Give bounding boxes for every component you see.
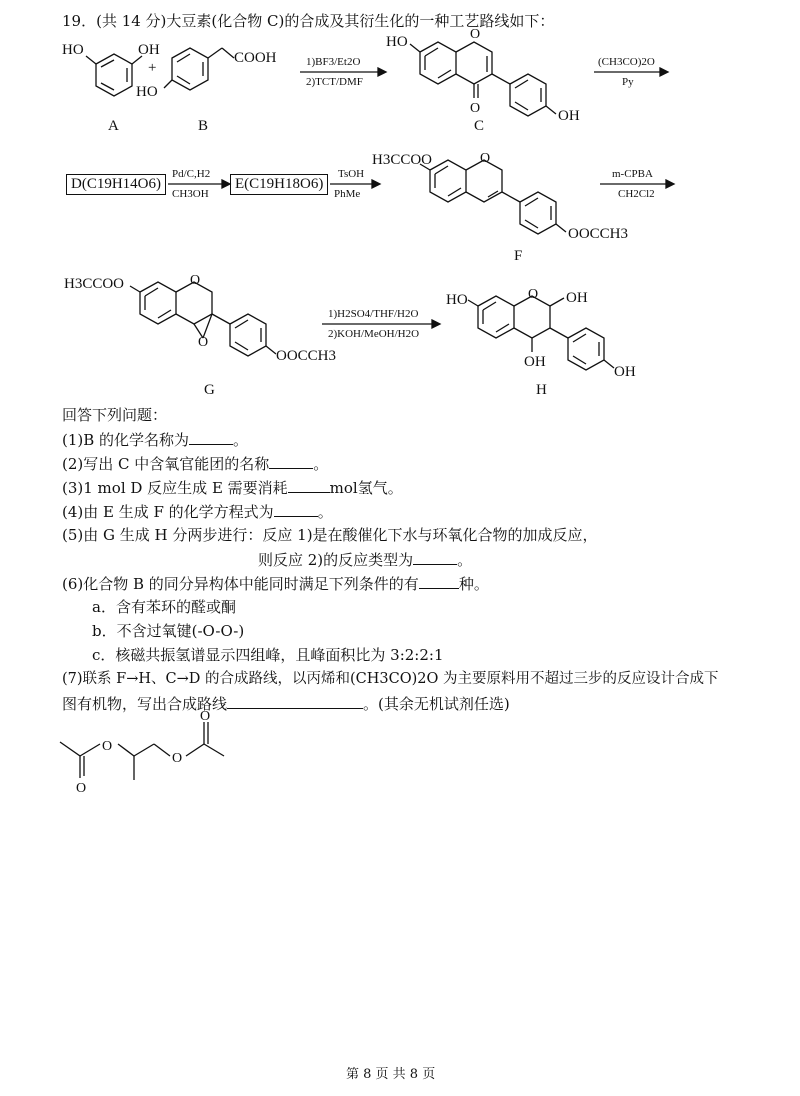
label-c: C bbox=[474, 118, 485, 134]
compound-e-box: E(C19H18O6) bbox=[230, 174, 328, 195]
carbonyl-o-c: O bbox=[470, 101, 481, 116]
b-cooh: COOH bbox=[234, 50, 277, 66]
h-ho: HO bbox=[446, 292, 468, 308]
question-7-line1: (7)联系 F→H、C→D 的合成路线，以丙烯和(CH3CO)2O 为主要原料用不超过三步的反应设计合成下 bbox=[62, 671, 719, 687]
question-header: 19．(共 14 分)大豆素(化合物 C)的合成及其衍生化的一种工艺路线如下： bbox=[62, 12, 555, 30]
b-ho: HO bbox=[136, 84, 158, 100]
f-ac-right: OOCCH3 bbox=[568, 226, 629, 242]
answer-blank-7[interactable] bbox=[227, 694, 363, 709]
label-g: G bbox=[204, 382, 215, 398]
ring-o-c: O bbox=[470, 27, 481, 42]
condition-step6-bottom: 2)KOH/MeOH/H2O bbox=[328, 328, 420, 340]
target-molecule bbox=[60, 742, 80, 778]
condition-step2-bottom: Py bbox=[622, 76, 634, 88]
target-o2: O bbox=[76, 781, 87, 796]
answer-blank-3[interactable] bbox=[288, 478, 330, 493]
compound-d-box: D(C19H14O6) bbox=[66, 174, 166, 195]
a-oh: OH bbox=[138, 42, 160, 58]
label-a: A bbox=[108, 118, 119, 134]
answer-blank-1[interactable] bbox=[189, 430, 233, 445]
ring-o-g: O bbox=[190, 273, 201, 288]
condition-step4-top: TsOH bbox=[338, 168, 365, 180]
ring-o-f: O bbox=[480, 151, 491, 166]
target-o1: O bbox=[102, 739, 113, 754]
question-5: (5)由 G 生成 H 分两步进行：反应 1)是在酸催化下水与环氧化合物的加成反应， bbox=[62, 526, 598, 544]
condition-step6-top: 1)H2SO4/THF/H2O bbox=[328, 308, 419, 320]
condition-step5-bottom: CH2Cl2 bbox=[618, 188, 655, 200]
answer-blank-6[interactable] bbox=[419, 574, 459, 589]
label-f: F bbox=[514, 248, 523, 264]
condition-step1-bottom: 2)TCT/DMF bbox=[306, 76, 363, 88]
condition-step4-bottom: PhMe bbox=[334, 188, 361, 200]
c-oh: OH bbox=[558, 108, 580, 124]
ring-o-h: O bbox=[528, 287, 539, 302]
answer-blank-2[interactable] bbox=[269, 454, 313, 469]
h-oh-top: OH bbox=[566, 290, 588, 306]
condition-b: b．不含过氧键(-O-O-) bbox=[92, 622, 245, 640]
target-o4: O bbox=[200, 709, 211, 724]
g-ac-right: OOCCH3 bbox=[276, 348, 337, 364]
answer-blank-4[interactable] bbox=[274, 502, 318, 517]
question-5-line2: 则反应 2)的反应类型为 。 bbox=[258, 551, 473, 569]
plus-sign: + bbox=[148, 60, 157, 76]
condition-step2-top: (CH3CO)2O bbox=[598, 56, 655, 68]
questions-intro: 回答下列问题： bbox=[62, 406, 168, 424]
label-b: B bbox=[198, 118, 209, 134]
g-ac-left: H3CCOO bbox=[64, 276, 125, 292]
question-3: (3)1 mol D 反应生成 E 需要消耗 mol氢气。 bbox=[62, 479, 403, 497]
condition-step3-top: Pd/C,H2 bbox=[172, 168, 211, 180]
h-oh-right: OH bbox=[614, 364, 636, 380]
f-ac-left: H3CCOO bbox=[372, 152, 433, 168]
question-6: (6)化合物 B 的同分异构体中能同时满足下列条件的有 种。 bbox=[62, 575, 489, 593]
page-footer: 第 8 页 共 8 页 bbox=[346, 1067, 436, 1082]
a-ho: HO bbox=[62, 42, 84, 58]
label-h: H bbox=[536, 382, 547, 398]
question-4: (4)由 E 生成 F 的化学方程式为 。 bbox=[62, 503, 333, 521]
target-o3: O bbox=[172, 751, 183, 766]
condition-a: a．含有苯环的醛或酮 bbox=[92, 598, 236, 616]
question-7-line2: 图有机物，写出合成路线 。(其余无机试剂任选) bbox=[62, 695, 510, 713]
h-oh-mid: OH bbox=[524, 354, 546, 370]
condition-step3-bottom: CH3OH bbox=[172, 188, 209, 200]
epoxide-o-g: O bbox=[198, 335, 209, 350]
condition-step1-top: 1)BF3/Et2O bbox=[306, 56, 361, 68]
condition-c: c．核磁共振氢谱显示四组峰，且峰面积比为 3:2:2:1 bbox=[92, 646, 444, 664]
answer-blank-5[interactable] bbox=[413, 550, 457, 565]
condition-step5-top: m-CPBA bbox=[612, 168, 653, 180]
c-ho: HO bbox=[386, 34, 408, 50]
question-2: (2)写出 C 中含氧官能团的名称 。 bbox=[62, 455, 329, 473]
question-1: (1)B 的化学名称为 。 bbox=[62, 431, 249, 449]
